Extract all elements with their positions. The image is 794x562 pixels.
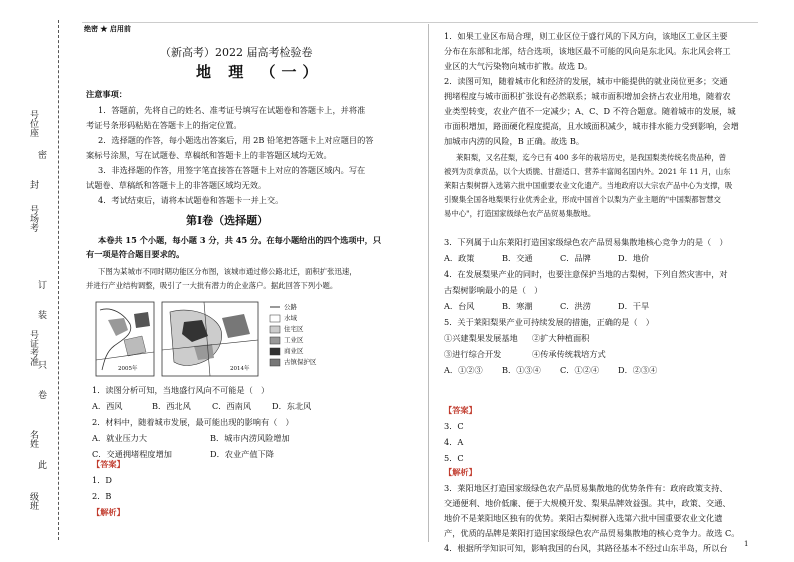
binding-label: 号场考 (28, 205, 38, 232)
question-option: D．东北风 (272, 401, 312, 411)
section-intro-2: 有一项是符合题目要求的。 (86, 249, 185, 259)
binding-label: 此 (36, 460, 46, 469)
material-2-line: 莱阳梨，又名茌梨，迄今已有 400 多年的栽培历史，是我国梨类传统名贵品种，曾 (456, 153, 727, 162)
question-option: D．②③④ (618, 365, 658, 375)
map-legend-label: 住宅区 (284, 325, 304, 333)
exam-title: 地 理 （一） (196, 63, 324, 81)
notice-item: 3．非选择题的作答，用签字笔直接答在答题卡上对应的答题区域内。写在 (98, 165, 366, 175)
section-intro-1: 本卷共 15 个小题，每小题 3 分，共 45 分。在每小题给出的四个选项中，只 (98, 235, 382, 245)
right-answer-5: 5．C (444, 453, 464, 463)
explanation-line: 产，优质的品牌是莱阳打造国家级绿色农产品贸易集散地的核心竞争力。故选 C。 (444, 528, 740, 538)
map-legend-label: 古镇保护区 (284, 358, 317, 366)
notice-item: 1．答题前，先将自己的姓名、准考证号填写在试题卷和答题卡上，并将准 (98, 105, 366, 115)
binding-label: 号证考准 (28, 330, 38, 366)
material-2-line: 易中心"，打造国家级绿色农产品贸易集散地。 (444, 209, 596, 218)
binding-label: 只 (36, 360, 46, 369)
right-analysis-label: 【解析】 (444, 467, 477, 477)
explanation-line: 1．如果工业区布局合理，则工业区位于盛行风的下风方向，该地区工业区主要 (444, 31, 728, 41)
question-option: D．干旱 (618, 301, 650, 311)
binding-label: 级班 (28, 492, 38, 510)
explanation-line: 市面积增加，路面硬化程度提高，且水域面积减少，城市排水能力受到影响，会增 (444, 121, 739, 131)
secret-tag: 绝密 ★ 启用前 (84, 24, 131, 33)
page-number: 1 (744, 540, 749, 548)
explanation-line: 拥堵程度与城市面积扩张设有必然联系；城市面积增加会挤占农业用地，随着农 (444, 91, 731, 101)
binding-label: 名姓 (28, 430, 38, 448)
left-analysis-label: 【解析】 (92, 507, 125, 517)
explanation-line: 4．根据所学知识可知，影响我国的台风，其路径基本不经过山东半岛，所以台 (444, 543, 728, 553)
material-2-line: 引聚集全国各地梨果行业优秀企业，形成中国首个以梨为产业主题的"中国梨都智慧交 (444, 195, 721, 204)
binding-label: 订 (36, 280, 46, 289)
left-answer-1: 1．D (92, 475, 112, 485)
binding-label: 密 (36, 150, 46, 159)
explanation-line: 地价不是莱阳地区独有的优势。莱阳古梨树群入选第六批中国重要农业文化遗 (444, 513, 723, 523)
map-legend-label: 工业区 (284, 336, 304, 344)
explanation-line: 业类型转变，农业产值不一定减少；A、C、D 不符合题意。随着城市的发展，城 (444, 106, 736, 116)
binding-label: 封 (28, 180, 38, 189)
section-title: 第Ⅰ卷（选择题） (186, 214, 269, 227)
map-legend-label: 公路 (284, 303, 297, 311)
exam-subtitle: （新高考）2022 届高考检验卷 (160, 46, 313, 59)
question-option: A．政策 (444, 253, 475, 263)
question-option: C．①②④ (560, 365, 600, 375)
question-item: ①兴建梨果发展基地 (444, 333, 518, 343)
column-divider (428, 24, 429, 542)
question-stem: 2．材料中，随着城市发展，最可能出现的影响有（ ） (92, 417, 294, 427)
question-option: C．西南风 (212, 401, 252, 411)
notice-item: 考证号条形码粘贴在答题卡上的指定位置。 (86, 120, 242, 130)
seal-dashed-line (58, 20, 59, 540)
notice-item: 4．考试结束后，请将本试题卷和答题卡一并上交。 (98, 195, 284, 205)
explanation-line: 分布在东部和北部，结合选项，该地区最不可能的风向是东北风。东北风会将工 (444, 46, 731, 56)
question-option: A．①②③ (444, 365, 483, 375)
question-option: B．①③④ (502, 365, 541, 375)
question-option: A．西风 (92, 401, 123, 411)
question-stem: 5．关于莱阳梨果产业可持续发展的措施，正确的是（ ） (444, 317, 654, 327)
notice-heading: 注意事项： (86, 89, 127, 99)
question-option: D．地价 (618, 253, 650, 263)
question-stem-cont: 古梨树影响最小的是（ ） (444, 285, 543, 295)
explanation-line: 2．读图可知，随着城市化和经济的发展，城市中能提供的就业岗位更多；交通 (444, 76, 728, 86)
question-option: B．城市内涝风险增加 (210, 433, 290, 443)
right-answer-label: 【答案】 (444, 405, 477, 415)
question-stem: 3．下列属于山东莱阳打造国家级绿色农产品贸易集散地核心竞争力的是（ ） (444, 237, 728, 247)
map-legend-label: 商业区 (284, 347, 304, 355)
notice-item: 2．选择题的作答，每小题选出答案后，用 2B 铅笔把答题卡上对应题目的答 (98, 135, 374, 145)
map-2005 (96, 302, 154, 376)
question-stem: 1．读图分析可知，当地盛行风向不可能是（ ） (92, 385, 270, 395)
material-1-line-1: 下图为某城市不同时期功能区分布图，该城市通过修公路北迁，面积扩张迅速， (98, 267, 357, 276)
question-option: C．交通拥堵程度增加 (92, 449, 172, 459)
question-item: ②扩大种植面积 (532, 333, 590, 343)
question-item: ③进行综合开发 (444, 349, 502, 359)
left-answer-label: 【答案】 (92, 459, 125, 469)
material-2-line: 被列为贡拿贡品，以个大质脆、甘甜适口、营养丰富闻名国内外。2021 年 11 月，山东 (444, 167, 731, 176)
right-answer-3: 3．C (444, 421, 464, 431)
question-item: ④传承传统栽培方式 (532, 349, 606, 359)
question-option: A．就业压力大 (92, 433, 148, 443)
notice-item: 案标号涂黑，写在试题卷、草稿纸和答题卡上的非答题区域均无效。 (86, 150, 332, 160)
binding-label: 号位座 (28, 110, 38, 137)
question-stem: 4．在发展梨果产业的同时，也要注意保护当地的古梨树，下列自然灾害中，对 (444, 269, 728, 279)
question-option: B．寒潮 (502, 301, 533, 311)
top-rule (82, 22, 758, 23)
binding-label: 装 (36, 310, 46, 319)
question-option: D．农业产值下降 (210, 449, 274, 459)
left-answer-2: 2．B (92, 491, 112, 501)
explanation-line: 业区的大气污染物向城市扩散。故选 D。 (444, 61, 593, 71)
map-year-2005: 2005年 (118, 366, 138, 372)
binding-label: 卷 (36, 390, 46, 399)
right-answer-4: 4．A (444, 437, 464, 447)
material-1-line-2: 并进行产业结构调整，吸引了一大批有潜力的企业落户。据此回答下列小题。 (86, 281, 338, 290)
question-option: B．交通 (502, 253, 533, 263)
explanation-line: 3．莱阳地区打造国家级绿色农产品贸易集散地的优势条件有：政府政策支持、 (444, 483, 728, 493)
map-legend-label: 水域 (284, 314, 297, 322)
question-option: C．品牌 (560, 253, 591, 263)
material-2-line: 莱阳古梨树群入选第六批中国重要农业文化遗产。当地政府以大宗农产品中心为支撑，吸 (444, 181, 733, 190)
question-option: B．西北风 (152, 401, 191, 411)
question-option: A．台风 (444, 301, 475, 311)
explanation-line: 加城市内涝的风险，B 正确。故选 B。 (444, 136, 585, 146)
map-year-2014: 2014年 (230, 366, 250, 372)
question-option: C．洪涝 (560, 301, 591, 311)
notice-item: 试题卷、草稿纸和答题卡上的非答题区域均无效。 (86, 180, 267, 190)
explanation-line: 交通便利、地价低廉、便于大规模开发、梨果品牌效益强。其中，政策、交通、 (444, 498, 731, 508)
map-2014 (162, 302, 258, 376)
